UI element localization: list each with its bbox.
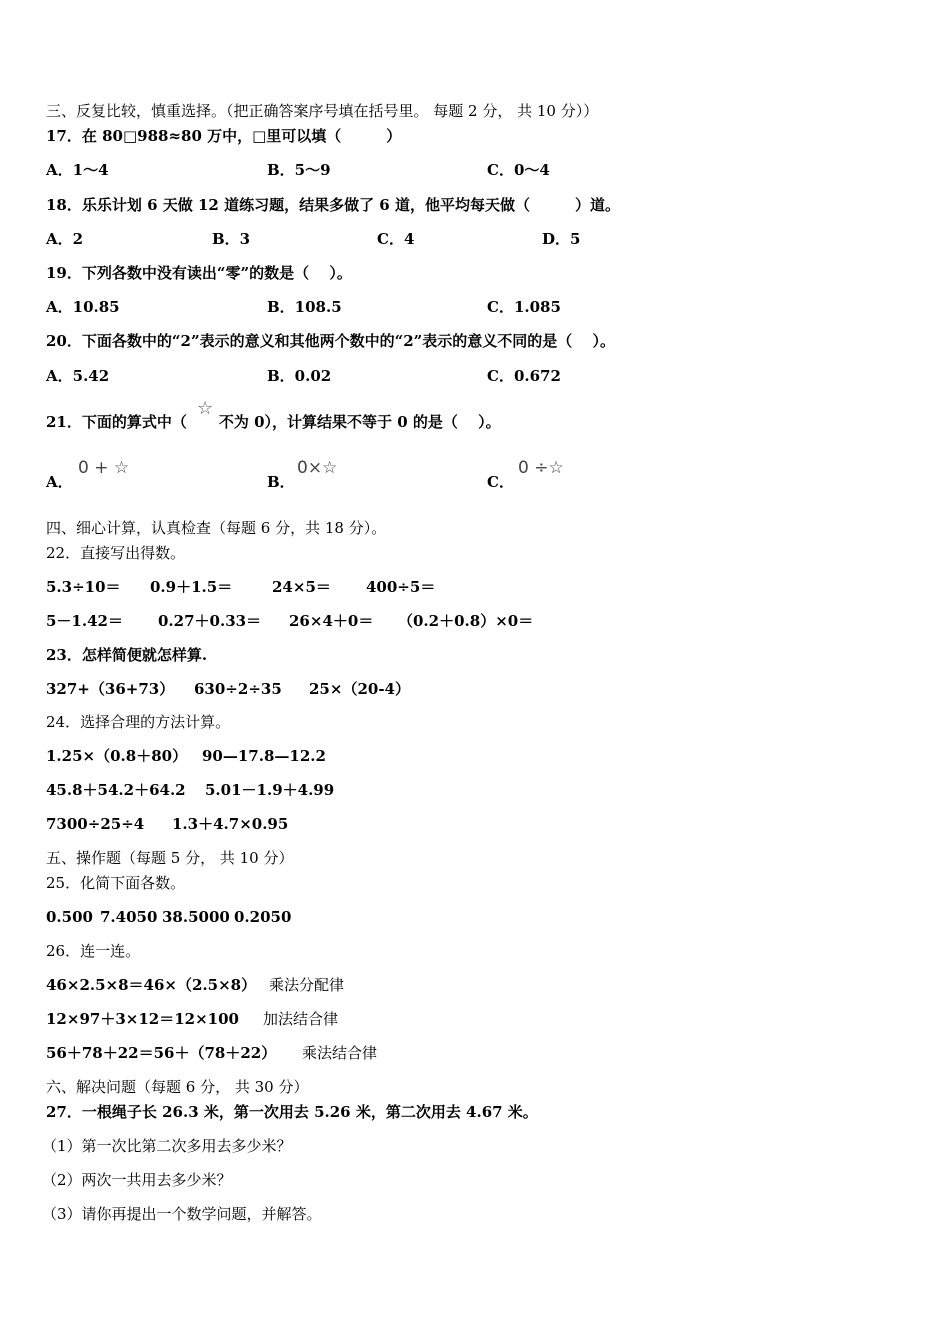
q21-option-c: C． <box>487 473 514 491</box>
q21-stem-pre: 21．下面的算式中（ <box>46 413 187 431</box>
section-5-title: 五、操作题（每题 5 分， 共 10 分） <box>46 849 294 867</box>
q26-left-item: 12×97＋3×12＝12×100 <box>46 1010 239 1028</box>
q27-subquestion-3: （3）请你再提出一个数学问题，并解答。 <box>42 1205 322 1223</box>
q26-left-item: 46×2.5×8＝46×（2.5×8） <box>46 976 257 994</box>
section-6-title: 六、解决问题（每题 6 分， 共 30 分） <box>46 1078 309 1096</box>
q24-item: 7300÷25÷4 <box>46 815 145 833</box>
q27-subquestion-2: （2）两次一共用去多少米？ <box>42 1171 232 1189</box>
star-icon: ☆ <box>197 398 214 419</box>
q21-expr-b: 0×☆ <box>297 458 338 478</box>
q26-right-item: 乘法结合律 <box>302 1044 378 1062</box>
question-18-stem: 18．乐乐计划 6 天做 12 道练习题，结果多做了 6 道，他平均每天做（ ）道。 <box>46 196 620 214</box>
q24-item: 45.8＋54.2＋64.2 <box>46 781 186 799</box>
section-3-title: 三、反复比较，慎重选择。（把正确答案序号填在括号里。 每题 2 分， 共 10 分）） <box>46 102 599 120</box>
q24-item: 5.01－1.9＋4.99 <box>205 781 335 799</box>
q21-option-b: B． <box>267 473 295 491</box>
q25-item: 38.5000 <box>162 908 230 926</box>
q21-expr-a: 0 + ☆ <box>78 458 130 478</box>
q24-item: 90—17.8—12.2 <box>202 747 326 765</box>
q21-option-a: A． <box>46 473 73 491</box>
q22-item: 26×4＋0＝ <box>289 612 374 630</box>
q18-option-a: A．2 <box>46 230 84 248</box>
q25-item: 0.500 <box>46 908 93 926</box>
q18-option-c: C．4 <box>377 230 415 248</box>
question-24-stem: 24．选择合理的方法计算。 <box>46 713 231 731</box>
q27-subquestion-1: （1）第一次比第二次多用去多少米？ <box>42 1137 292 1155</box>
q23-item: 630÷2÷35 <box>194 680 282 698</box>
question-26-stem: 26．连一连。 <box>46 942 141 960</box>
q22-item: 400÷5＝ <box>366 578 436 596</box>
q22-item: 5.3÷10＝ <box>46 578 121 596</box>
q17-option-b: B．5～9 <box>267 161 331 179</box>
q25-item: 7.4050 <box>100 908 158 926</box>
q17-option-a: A．1～4 <box>46 161 109 179</box>
q19-option-b: B．108.5 <box>267 298 342 316</box>
q22-item: 24×5＝ <box>272 578 331 596</box>
q20-option-c: C．0.672 <box>487 367 561 385</box>
question-20-stem: 20．下面各数中的“2”表示的意义和其他两个数中的“2”表示的意义不同的是（ ）。 <box>46 332 615 350</box>
q26-right-item: 乘法分配律 <box>269 976 345 994</box>
question-17-stem: 17．在 80□988≈80 万中，□里可以填（ ） <box>46 127 402 145</box>
q22-item: （0.2＋0.8）×0＝ <box>398 612 534 630</box>
question-21-stem <box>46 412 501 432</box>
question-23-stem: 23．怎样简便就怎样算. <box>46 646 208 664</box>
question-27-stem: 27．一根绳子长 26.3 米，第一次用去 5.26 米，第二次用去 4.67 米。 <box>46 1103 538 1121</box>
q19-option-c: C．1.085 <box>487 298 561 316</box>
q22-item: 5－1.42＝ <box>46 612 123 630</box>
q26-right-item: 加法结合律 <box>263 1010 339 1028</box>
q25-item: 0.2050 <box>234 908 292 926</box>
q21-expr-c: 0 ÷☆ <box>518 458 564 478</box>
section-4-title: 四、细心计算，认真检查（每题 6 分，共 18 分）。 <box>46 519 387 537</box>
q18-option-b: B．3 <box>212 230 251 248</box>
question-19-stem: 19．下列各数中没有读出“零”的数是（ ）。 <box>46 264 352 282</box>
q18-option-d: D．5 <box>542 230 581 248</box>
q19-option-a: A．10.85 <box>46 298 120 316</box>
q23-item: 25×（20-4） <box>309 680 410 698</box>
q26-left-item: 56＋78＋22＝56＋（78＋22） <box>46 1044 277 1062</box>
q20-option-b: B．0.02 <box>267 367 332 385</box>
q21-stem-post: 不为 0），计算结果不等于 0 的是（ ）。 <box>218 413 501 431</box>
q17-option-c: C．0～4 <box>487 161 550 179</box>
q23-item: 327+（36+73） <box>46 680 175 698</box>
q20-option-a: A．5.42 <box>46 367 110 385</box>
q24-item: 1.3＋4.7×0.95 <box>172 815 289 833</box>
q24-item: 1.25×（0.8＋80） <box>46 747 188 765</box>
question-22-stem: 22．直接写出得数。 <box>46 544 186 562</box>
q22-item: 0.27＋0.33＝ <box>158 612 262 630</box>
q22-item: 0.9＋1.5＝ <box>150 578 233 596</box>
question-25-stem: 25．化简下面各数。 <box>46 874 186 892</box>
